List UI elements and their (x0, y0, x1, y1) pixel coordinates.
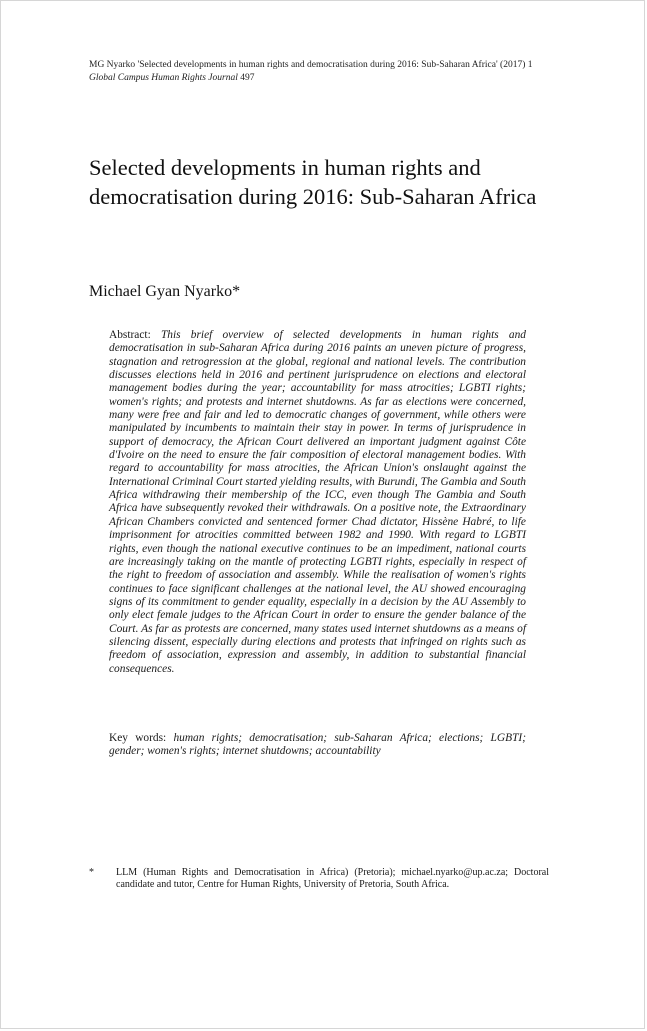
citation-header (89, 59, 559, 85)
keywords-paragraph (109, 732, 526, 759)
page-number: 497 (237, 73, 255, 83)
abstract-paragraph (109, 329, 526, 676)
journal-name: Global Campus Human Rights Journal (89, 73, 238, 83)
footnote (89, 867, 549, 891)
article-title: Selected developments in human rights and democratisation during 2016: Sub-Saharan Africa (89, 155, 537, 209)
keywords-text: human rights; democratisation; sub-Saharan Africa; elections; LGBTI; gender; women's rights; internet shutdowns; accountability (109, 732, 526, 758)
abstract-label: Abstract: (109, 329, 161, 341)
author-name: Michael Gyan Nyarko* (89, 283, 241, 300)
keywords-label: Key words: (109, 732, 174, 744)
footnote-marker: * (89, 867, 94, 878)
footnote-text: LLM (Human Rights and Democratisation in Africa) (Pretoria); michael.nyarko@up.ac.za; Doctoral candidate and tutor, Centre for Human Rights, University of Pretoria, South Africa. (116, 867, 549, 890)
citation-text: MG Nyarko 'Selected developments in human rights and democratisation during 2016: Sub-Saharan Africa' (2017) 1 (89, 60, 533, 70)
abstract-text: This brief overview of selected developments in human rights and democratisation in sub-Saharan Africa during 2016 paints an uneven picture of progress, stagnation and retrogression at the global, regional and national levels. The contribution discusses elections held in 2016 and pertinent jurisprudence on elections and electoral management bodies during the year; accountability for mass atrocities; LGBTI rights; women's rights; and protests and internet shutdowns. As far as elections were concerned, many were free and fair and led to democratic changes of government, while others were manipulated by incumbents to maintain their stay in power. In terms of jurisprudence in support of democracy, the African Court delivered an important judgment against Côte d'Ivoire on the need to ensure the fair composition of electoral management bodies. With regard to accountability for mass atrocities, the African Union's onslaught against the International Criminal Court started yielding results, with Burundi, The Gambia and South Africa withdrawing their membership of the ICC, even though The Gambia and South Africa have subsequently revoked their withdrawals. On a positive note, the Extraordinary African Chambers convicted and sentenced former Chad dictator, Hissène Habré, to life imprisonment for atrocities committed between 1982 and 1990. With regard to LGBTI rights, even though the national executive continues to be an impediment, national courts are increasingly taking on the mantle of protecting LGBTI rights, especially in respect of the right to freedom of association and assembly. While the realisation of women's rights continues to face significant challenges at the national level, the AU showed encouraging signs of its commitment to gender equality, especially in a decision by the AU Assembly to only elect female judges to the African Court in order to ensure the gender balance of the Court. As far as protests are concerned, many states used internet shutdowns as a means of silencing dissent, especially during elections and protests that infringed on rights such as freedom of association, expression and assembly, in addition to substantial financial consequences. (109, 329, 526, 675)
